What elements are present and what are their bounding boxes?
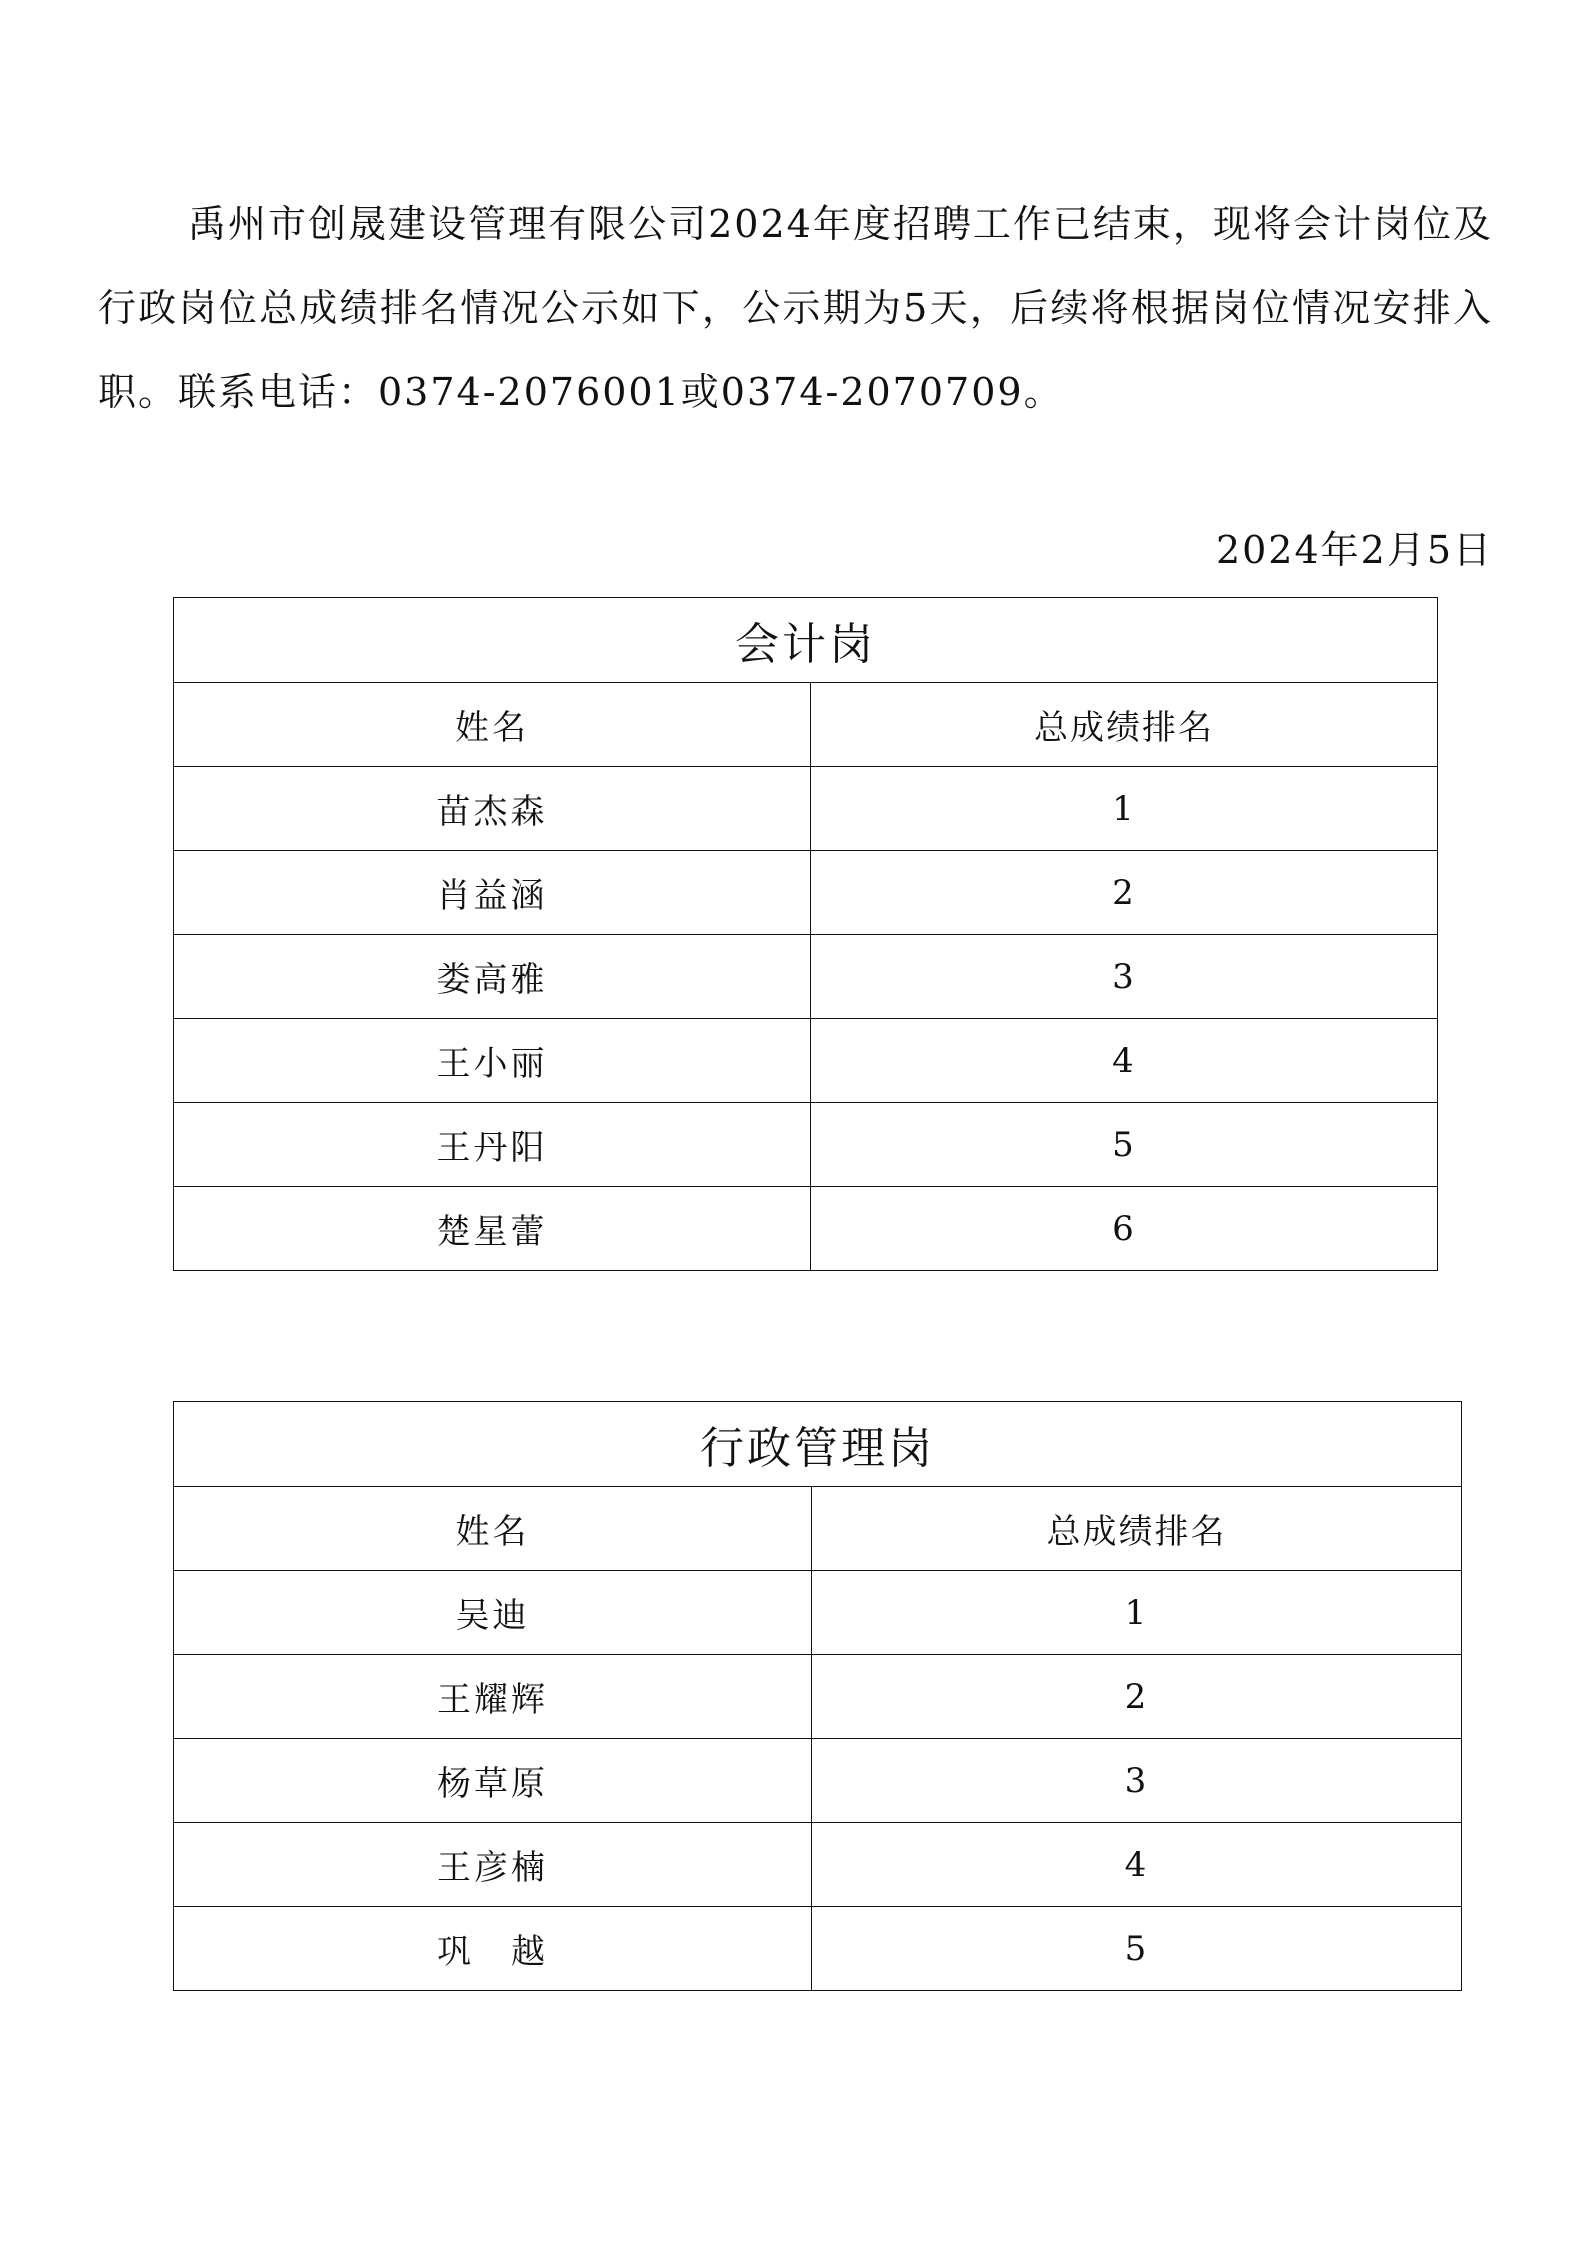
notice-paragraph: 禹州市创晟建设管理有限公司2024年度招聘工作已结束，现将会计岗位及行政岗位总成绩排名情况公示如下，公示期为5天，后续将根据岗位情况安排入职。联系电话：0374-2076001或0374-2070709。 — [98, 202, 1493, 414]
table-row — [174, 1739, 1462, 1823]
table-row — [174, 1823, 1462, 1907]
candidate-rank: 1 — [811, 767, 1438, 851]
table-header-row — [174, 683, 1438, 767]
table-caption: 会计岗 — [174, 598, 1438, 683]
table-caption: 行政管理岗 — [174, 1402, 1462, 1487]
candidate-rank: 2 — [811, 851, 1438, 935]
table-row — [174, 1655, 1462, 1739]
table-row — [174, 1907, 1462, 1991]
candidate-name: 王耀辉 — [174, 1655, 812, 1739]
candidate-name: 王彦楠 — [174, 1823, 812, 1907]
candidate-name: 肖益涵 — [174, 851, 811, 935]
candidate-name: 苗杰森 — [174, 767, 811, 851]
table-row — [174, 935, 1438, 1019]
candidate-rank: 4 — [812, 1823, 1462, 1907]
candidate-name: 吴迪 — [174, 1571, 812, 1655]
candidate-name: 王小丽 — [174, 1019, 811, 1103]
column-header-rank: 总成绩排名 — [812, 1487, 1462, 1571]
table-row — [174, 851, 1438, 935]
candidate-rank: 6 — [811, 1187, 1438, 1271]
table-row — [174, 1571, 1462, 1655]
column-header-name: 姓名 — [174, 1487, 812, 1571]
candidate-name: 楚星蕾 — [174, 1187, 811, 1271]
accounting-ranking-table — [173, 597, 1438, 1271]
column-header-name: 姓名 — [174, 683, 811, 767]
table-row — [174, 1103, 1438, 1187]
table-row — [174, 1187, 1438, 1271]
table-row — [174, 1019, 1438, 1103]
candidate-name: 王丹阳 — [174, 1103, 811, 1187]
candidate-rank: 4 — [811, 1019, 1438, 1103]
candidate-rank: 1 — [812, 1571, 1462, 1655]
table-row — [174, 767, 1438, 851]
candidate-name: 巩 越 — [174, 1907, 812, 1991]
candidate-name: 娄高雅 — [174, 935, 811, 1019]
admin-ranking-table — [173, 1401, 1462, 1991]
candidate-rank: 2 — [812, 1655, 1462, 1739]
candidate-rank: 5 — [811, 1103, 1438, 1187]
table-header-row — [174, 1487, 1462, 1571]
column-header-rank: 总成绩排名 — [811, 683, 1438, 767]
candidate-rank: 5 — [812, 1907, 1462, 1991]
candidate-name: 杨草原 — [174, 1739, 812, 1823]
candidate-rank: 3 — [811, 935, 1438, 1019]
notice-date: 2024年2月5日 — [1215, 528, 1493, 572]
candidate-rank: 3 — [812, 1739, 1462, 1823]
